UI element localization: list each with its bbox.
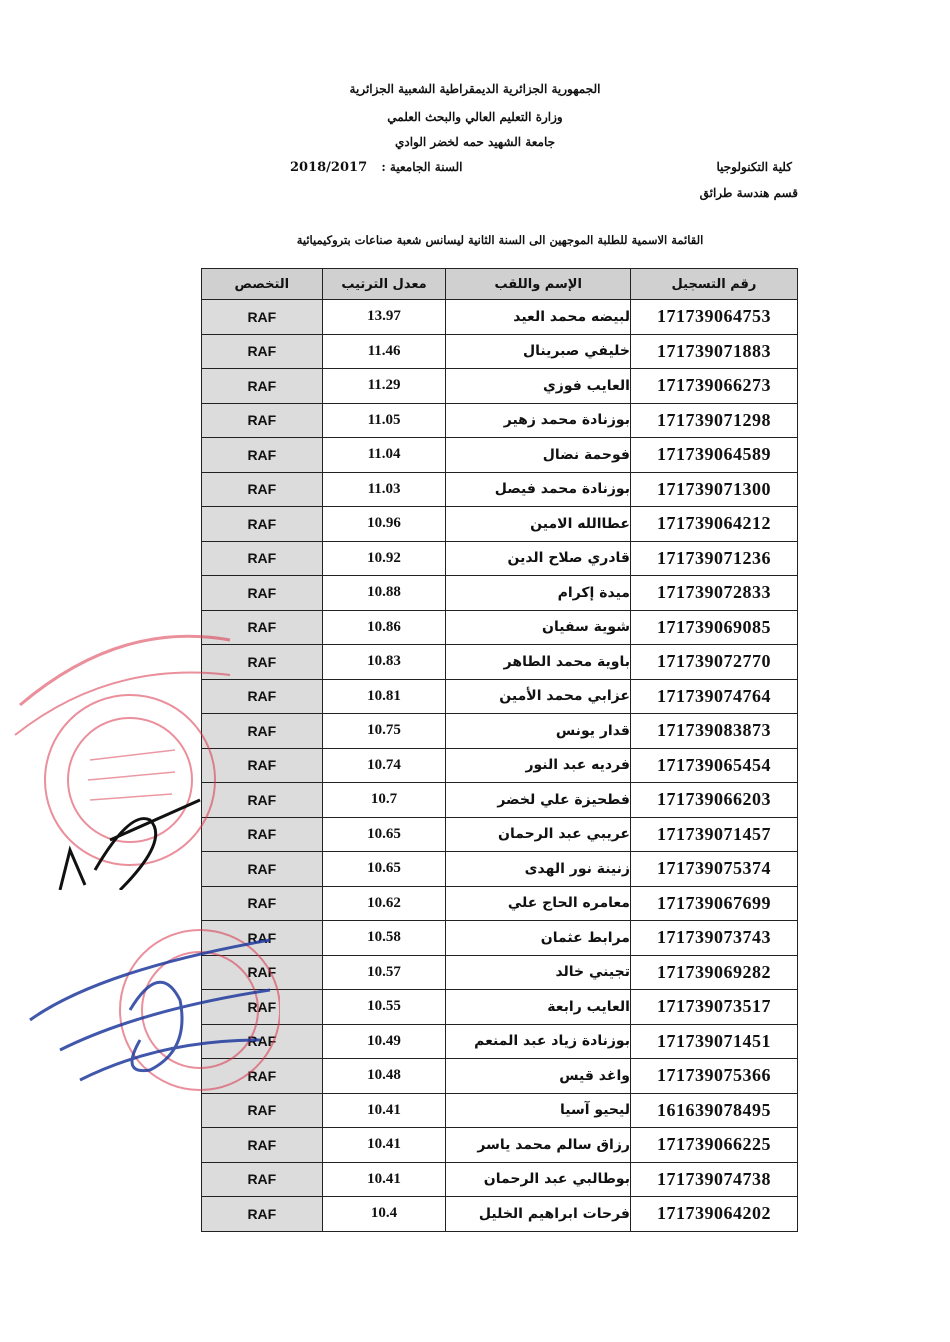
academic-year-value: 2018/2017: [290, 160, 368, 175]
registration-cell: 171739071236: [630, 541, 797, 576]
registration-cell: 161639078495: [630, 1093, 797, 1128]
specialty-cell: RAF: [202, 610, 323, 645]
table-header-row: [202, 269, 798, 300]
student-name-cell: شوية سفيان: [446, 610, 631, 645]
table-row: [202, 610, 798, 645]
table-row: [202, 438, 798, 473]
average-cell: 11.46: [322, 334, 446, 369]
table-row: [202, 1059, 798, 1094]
student-name-cell: بوزنادة محمد فيصل: [446, 472, 631, 507]
average-cell: 11.05: [322, 403, 446, 438]
registration-cell: 171739064589: [630, 438, 797, 473]
specialty-cell: RAF: [202, 300, 323, 335]
specialty-cell: RAF: [202, 472, 323, 507]
table-row: [202, 714, 798, 749]
students-table: [201, 268, 798, 1232]
table-row: [202, 852, 798, 887]
specialty-cell: RAF: [202, 438, 323, 473]
table-row: [202, 576, 798, 611]
registration-cell: 171739071300: [630, 472, 797, 507]
specialty-cell: RAF: [202, 1059, 323, 1094]
specialty-cell: RAF: [202, 679, 323, 714]
registration-cell: 171739064753: [630, 300, 797, 335]
university-title: جامعة الشهيد حمه لخضر الوادي: [394, 135, 556, 149]
student-name-cell: لبيضه محمد العيد: [446, 300, 631, 335]
average-cell: 10.49: [322, 1024, 446, 1059]
student-name-cell: عزابي محمد الأمين: [446, 679, 631, 714]
table-row: [202, 334, 798, 369]
specialty-cell: RAF: [202, 817, 323, 852]
specialty-cell: RAF: [202, 990, 323, 1025]
specialty-cell: RAF: [202, 852, 323, 887]
student-name-cell: فطحيزة علي لخضر: [446, 783, 631, 818]
specialty-cell: RAF: [202, 1128, 323, 1163]
registration-cell: 171739069282: [630, 955, 797, 990]
average-cell: 10.65: [322, 817, 446, 852]
table-row: [202, 369, 798, 404]
ministry-title: وزارة التعليم العالي والبحث العلمي: [387, 110, 563, 124]
student-name-cell: خليفي صبرينال: [446, 334, 631, 369]
specialty-cell: RAF: [202, 369, 323, 404]
table-row: [202, 1093, 798, 1128]
table-row: [202, 921, 798, 956]
registration-cell: 171739073743: [630, 921, 797, 956]
registration-cell: 171739066273: [630, 369, 797, 404]
student-name-cell: ليحيو آسيا: [446, 1093, 631, 1128]
table-row: [202, 1162, 798, 1197]
average-cell: 10.96: [322, 507, 446, 542]
registration-cell: 171739069085: [630, 610, 797, 645]
registration-cell: 171739064212: [630, 507, 797, 542]
registration-cell: 171739083873: [630, 714, 797, 749]
specialty-cell: RAF: [202, 1197, 323, 1232]
registration-cell: 171739072833: [630, 576, 797, 611]
student-name-cell: العايب فوزي: [446, 369, 631, 404]
specialty-cell: RAF: [202, 334, 323, 369]
student-name-cell: عطاالله الامين: [446, 507, 631, 542]
student-name-cell: واغد قيس: [446, 1059, 631, 1094]
student-name-cell: قادري صلاح الدين: [446, 541, 631, 576]
academic-year: [290, 160, 463, 175]
table-row: [202, 886, 798, 921]
table-row: [202, 403, 798, 438]
registration-cell: 171739066203: [630, 783, 797, 818]
table-row: [202, 541, 798, 576]
student-name-cell: مرابط عثمان: [446, 921, 631, 956]
registration-cell: 171739075374: [630, 852, 797, 887]
registration-cell: 171739064202: [630, 1197, 797, 1232]
registration-cell: 171739074764: [630, 679, 797, 714]
average-cell: 10.7: [322, 783, 446, 818]
specialty-cell: RAF: [202, 783, 323, 818]
registration-cell: 171739067699: [630, 886, 797, 921]
student-name-cell: بوطالبي عبد الرحمان: [446, 1162, 631, 1197]
student-name-cell: قدار يونس: [446, 714, 631, 749]
specialty-cell: RAF: [202, 1024, 323, 1059]
average-cell: 10.74: [322, 748, 446, 783]
registration-cell: 171739072770: [630, 645, 797, 680]
average-cell: 10.41: [322, 1093, 446, 1128]
average-cell: 10.41: [322, 1162, 446, 1197]
header-registration: رقم التسجيل: [630, 269, 797, 300]
student-name-cell: العايب رابعة: [446, 990, 631, 1025]
average-cell: 10.4: [322, 1197, 446, 1232]
student-name-cell: فرحات ابراهيم الخليل: [446, 1197, 631, 1232]
header-specialty: التخصص: [202, 269, 323, 300]
table-row: [202, 679, 798, 714]
average-cell: 10.86: [322, 610, 446, 645]
specialty-cell: RAF: [202, 748, 323, 783]
student-name-cell: فوحمة نضال: [446, 438, 631, 473]
specialty-cell: RAF: [202, 576, 323, 611]
specialty-cell: RAF: [202, 1162, 323, 1197]
average-cell: 10.92: [322, 541, 446, 576]
average-cell: 10.55: [322, 990, 446, 1025]
list-title: القائمة الاسمية للطلبة الموجهين الى السنة الثانية ليسانس شعبة صناعات بتروكيميائية: [296, 233, 704, 247]
student-name-cell: بوزنادة محمد زهير: [446, 403, 631, 438]
average-cell: 10.62: [322, 886, 446, 921]
table-body: [202, 300, 798, 1232]
table-row: [202, 1024, 798, 1059]
specialty-cell: RAF: [202, 645, 323, 680]
student-name-cell: باوية محمد الطاهر: [446, 645, 631, 680]
registration-cell: 171739071883: [630, 334, 797, 369]
registration-cell: 171739075366: [630, 1059, 797, 1094]
table-row: [202, 645, 798, 680]
specialty-cell: RAF: [202, 541, 323, 576]
average-cell: 10.88: [322, 576, 446, 611]
table-row: [202, 472, 798, 507]
registration-cell: 171739071457: [630, 817, 797, 852]
table-row: [202, 1128, 798, 1163]
average-cell: 13.97: [322, 300, 446, 335]
header-average: معدل الترتيب: [322, 269, 446, 300]
registration-cell: 171739071298: [630, 403, 797, 438]
table-row: [202, 1197, 798, 1232]
table-row: [202, 748, 798, 783]
student-name-cell: زنينة نور الهدى: [446, 852, 631, 887]
specialty-cell: RAF: [202, 955, 323, 990]
student-name-cell: عريبي عبد الرحمان: [446, 817, 631, 852]
student-name-cell: بوزنادة زياد عبد المنعم: [446, 1024, 631, 1059]
republic-title: الجمهورية الجزائرية الديمقراطية الشعبية الجزائرية: [349, 82, 601, 96]
average-cell: 10.57: [322, 955, 446, 990]
student-name-cell: فرديه عبد النور: [446, 748, 631, 783]
department-label: قسم هندسة طرائق: [699, 186, 798, 200]
average-cell: 10.75: [322, 714, 446, 749]
average-cell: 11.04: [322, 438, 446, 473]
student-name-cell: معامره الحاج علي: [446, 886, 631, 921]
average-cell: 10.41: [322, 1128, 446, 1163]
faculty-label: كلية التكنولوجيا: [716, 160, 792, 174]
registration-cell: 171739073517: [630, 990, 797, 1025]
table-row: [202, 507, 798, 542]
average-cell: 10.81: [322, 679, 446, 714]
specialty-cell: RAF: [202, 714, 323, 749]
average-cell: 10.58: [322, 921, 446, 956]
table-row: [202, 817, 798, 852]
registration-cell: 171739066225: [630, 1128, 797, 1163]
table-row: [202, 990, 798, 1025]
header-name: الإسم واللقب: [446, 269, 631, 300]
academic-year-label: السنة الجامعية :: [381, 160, 463, 174]
average-cell: 10.48: [322, 1059, 446, 1094]
table-row: [202, 300, 798, 335]
specialty-cell: RAF: [202, 507, 323, 542]
average-cell: 11.29: [322, 369, 446, 404]
student-name-cell: رزاق سالم محمد ياسر: [446, 1128, 631, 1163]
registration-cell: 171739074738: [630, 1162, 797, 1197]
specialty-cell: RAF: [202, 403, 323, 438]
average-cell: 11.03: [322, 472, 446, 507]
student-name-cell: تجيني خالد: [446, 955, 631, 990]
registration-cell: 171739071451: [630, 1024, 797, 1059]
student-name-cell: ميدة إكرام: [446, 576, 631, 611]
registration-cell: 171739065454: [630, 748, 797, 783]
specialty-cell: RAF: [202, 1093, 323, 1128]
table-row: [202, 783, 798, 818]
specialty-cell: RAF: [202, 886, 323, 921]
average-cell: 10.83: [322, 645, 446, 680]
specialty-cell: RAF: [202, 921, 323, 956]
table-row: [202, 955, 798, 990]
average-cell: 10.65: [322, 852, 446, 887]
